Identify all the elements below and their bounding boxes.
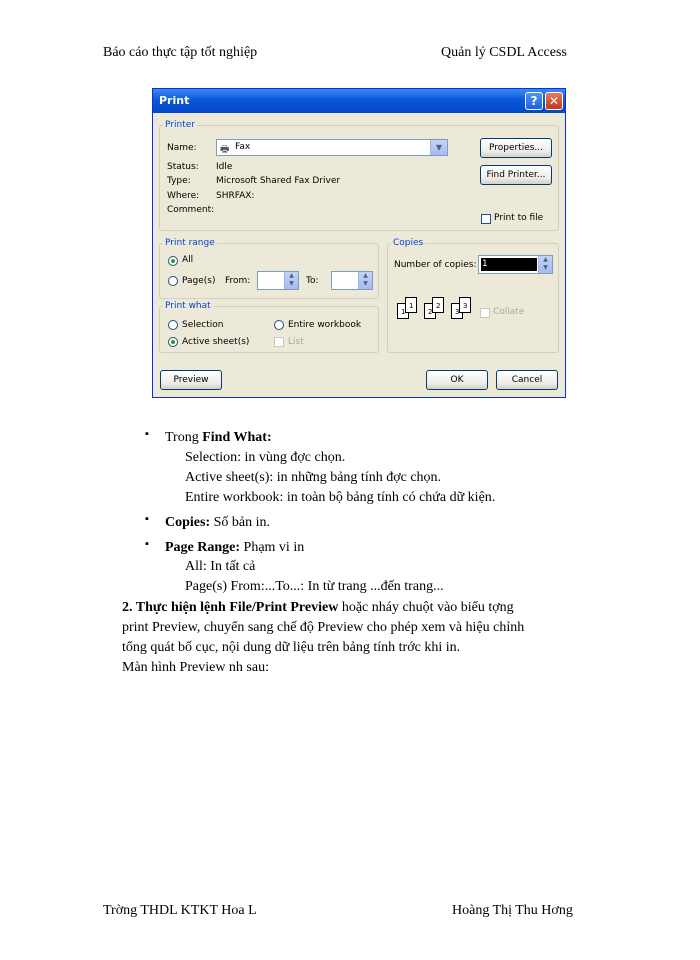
selection-radio[interactable] — [168, 320, 178, 330]
from-input[interactable] — [257, 271, 299, 290]
para-number: 2. — [122, 600, 136, 615]
page-icon — [405, 297, 417, 313]
entire-workbook-radio[interactable] — [274, 320, 284, 330]
page-icon — [459, 297, 471, 313]
spinner-icon[interactable]: ▲ ▼ — [284, 272, 298, 289]
printer-name-select[interactable] — [216, 139, 448, 156]
print-dialog — [152, 88, 566, 398]
printer-name-value: Fax — [235, 142, 251, 152]
active-sheets-label: Active sheet(s) — [182, 337, 250, 347]
bullet-icon: ▪ — [145, 538, 149, 550]
bullet3-text: Phạm vi in — [240, 540, 305, 555]
bullet-page-range — [165, 538, 304, 557]
page-range-all: All: In tất cả — [185, 559, 256, 574]
page-footer-right: Hoàng Thị Thu Hơng — [452, 903, 573, 918]
printer-status-label: Status: — [167, 162, 199, 172]
page-number: 2 — [436, 302, 441, 310]
number-of-copies-input[interactable] — [478, 255, 553, 274]
page-number: 2 — [428, 308, 433, 316]
collate-checkbox[interactable] — [480, 308, 490, 318]
page-number: 1 — [401, 308, 406, 316]
paragraph-line-1 — [122, 598, 514, 617]
printer-where-value: SHRFAX: — [216, 191, 255, 201]
page-icon — [432, 297, 444, 313]
properties-button[interactable]: Properties... — [480, 138, 552, 158]
preview-button[interactable]: Preview — [160, 370, 222, 390]
pages-radio[interactable] — [168, 276, 178, 286]
page-header-left: Báo cáo thực tập tốt nghiệp — [103, 45, 258, 60]
page-number: 3 — [463, 302, 468, 310]
spinner-icon[interactable]: ▲ ▼ — [538, 256, 552, 273]
dialog-title: Print — [159, 94, 190, 107]
all-label: All — [182, 255, 194, 265]
pages-label: Page(s) — [182, 276, 216, 286]
chevron-down-icon[interactable]: ▼ — [430, 140, 447, 155]
all-radio[interactable] — [168, 256, 178, 266]
bullet3-bold: Page Range: — [165, 540, 241, 555]
to-input[interactable] — [331, 271, 373, 290]
para-line1-rest: hoặc nháy chuột vào biểu tợng — [338, 600, 514, 615]
paragraph-line-3: tổng quát bố cục, nội dung dữ liệu trên bảng tính trớc khi in. — [122, 640, 461, 655]
print-to-file-checkbox[interactable] — [481, 214, 491, 224]
copies-label: Copies — [393, 238, 424, 248]
list-label: List — [288, 337, 304, 347]
bullet-find-what — [165, 428, 272, 447]
paragraph-line-4: Màn hình Preview nh sau: — [122, 660, 269, 675]
para-bold: Thực hiện lệnh File/Print Preview — [135, 600, 339, 615]
selection-label: Selection — [182, 320, 224, 330]
help-button[interactable]: ? — [525, 92, 543, 110]
collate-pages-icon — [451, 297, 475, 323]
bullet2-bold: Copies: — [165, 515, 211, 530]
collate-label: Collate — [493, 307, 525, 317]
page-header-right: Quản lý CSDL Access — [441, 45, 567, 60]
printer-group-label: Printer — [165, 120, 195, 130]
dialog-titlebar — [153, 89, 565, 113]
from-label: From: — [225, 276, 251, 286]
active-sheets-radio[interactable] — [168, 337, 178, 347]
bullet-copies — [165, 513, 270, 532]
ok-button[interactable]: OK — [426, 370, 488, 390]
page-number: 1 — [409, 302, 414, 310]
print-to-file-label: Print to file — [494, 213, 544, 223]
bullet2-text: Số bản in. — [210, 515, 271, 530]
find-what-entire-workbook: Entire workbook: in toàn bộ bảng tính có chứa dữ kiện. — [185, 490, 496, 505]
find-what-active-sheets: Active sheet(s): in những bảng tính đợc chọn. — [185, 470, 442, 485]
bullet-icon: ▪ — [145, 513, 149, 525]
print-range-label: Print range — [165, 238, 215, 248]
close-button[interactable]: ✕ — [545, 92, 563, 110]
number-of-copies-label: Number of copies: — [394, 260, 477, 270]
find-what-selection: Selection: in vùng đợc chọn. — [185, 450, 346, 465]
spinner-icon[interactable]: ▲ ▼ — [358, 272, 372, 289]
page-number: 3 — [455, 308, 460, 316]
bullet-icon: ▪ — [145, 428, 149, 440]
copies-selection-highlight — [481, 258, 537, 271]
paragraph-line-2: print Preview, chuyển sang chế độ Preview cho phép xem và hiệu chỉnh — [122, 620, 525, 635]
number-of-copies-value: 1 — [482, 259, 488, 269]
collate-pages-icon — [424, 297, 448, 323]
printer-where-label: Where: — [167, 191, 200, 201]
printer-status-value: Idle — [216, 162, 233, 172]
printer-type-label: Type: — [167, 176, 191, 186]
list-checkbox[interactable] — [274, 337, 284, 347]
entire-workbook-label: Entire workbook — [288, 320, 362, 330]
printer-type-value: Microsoft Shared Fax Driver — [216, 176, 341, 186]
printer-name-label: Name: — [167, 143, 197, 153]
collate-pages-icon — [397, 297, 421, 323]
to-label: To: — [306, 276, 319, 286]
bullet1-prefix: Trong — [165, 430, 203, 445]
bullet1-bold: Find What: — [202, 430, 272, 445]
page-range-pages: Page(s) From:...To...: In từ trang ...đến trang... — [185, 579, 444, 594]
find-printer-button[interactable]: Find Printer... — [480, 165, 552, 185]
cancel-button[interactable]: Cancel — [496, 370, 558, 390]
printer-icon: 🖶 — [220, 144, 230, 155]
printer-comment-label: Comment: — [167, 205, 215, 215]
print-what-label: Print what — [165, 301, 211, 311]
page-footer-left: Trờng THDL KTKT Hoa L — [103, 903, 257, 918]
